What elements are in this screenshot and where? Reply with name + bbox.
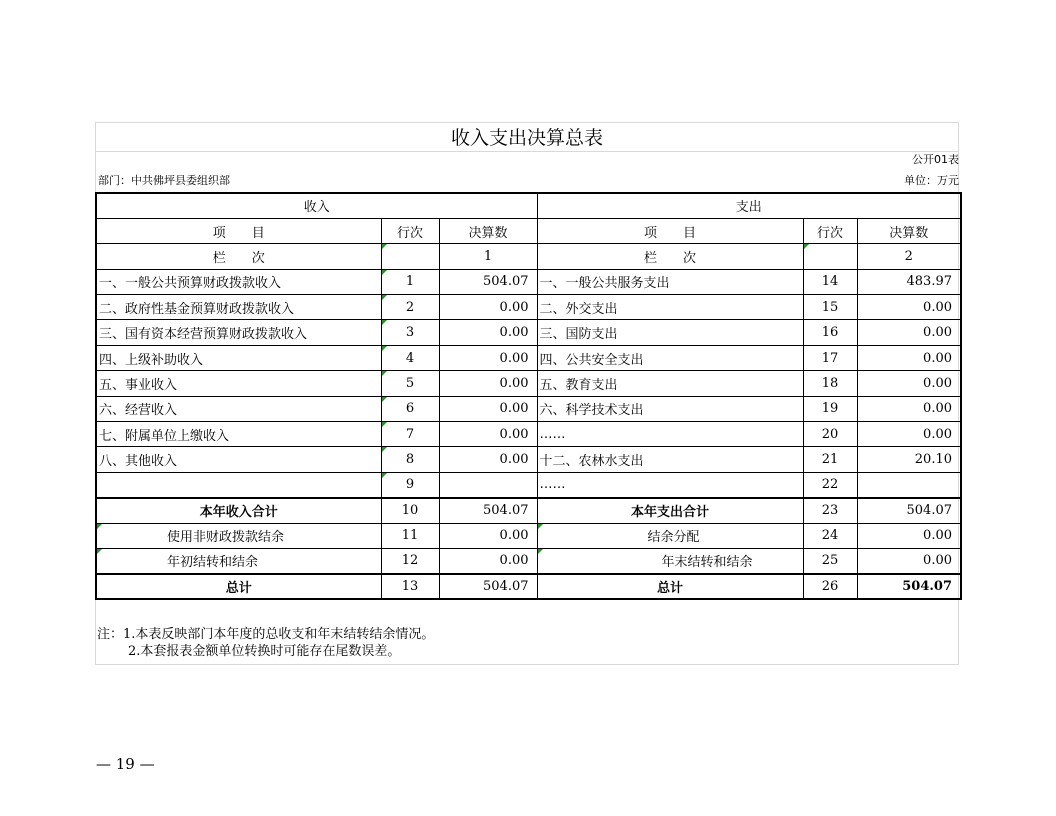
income-item: 二、政府性基金预算财政拨款收入 bbox=[96, 295, 381, 320]
table-header-section bbox=[96, 193, 961, 218]
expense-column-label: 栏 次 bbox=[537, 244, 803, 269]
income-amount: 0.00 bbox=[439, 345, 537, 370]
expense-row-no: 17 bbox=[803, 345, 857, 370]
table-row bbox=[96, 472, 961, 497]
expense-row-no: 19 bbox=[803, 396, 857, 421]
balance-distribution-amount: 0.00 bbox=[857, 523, 961, 548]
income-row-no: 7 bbox=[381, 422, 439, 447]
expense-amount: 20.10 bbox=[857, 447, 961, 472]
table-row bbox=[96, 345, 961, 370]
table-row bbox=[96, 447, 961, 472]
income-expense-table bbox=[95, 192, 962, 600]
income-row-no: 4 bbox=[381, 345, 439, 370]
table-row bbox=[96, 396, 961, 421]
department-label: 部门：中共佛坪县委组织部 bbox=[98, 174, 230, 187]
expense-amount: 0.00 bbox=[857, 295, 961, 320]
year-expense-total-label: 本年支出合计 bbox=[537, 498, 803, 523]
grand-expense-label: 总计 bbox=[537, 574, 803, 599]
expense-column-number: 2 bbox=[857, 244, 961, 269]
note-line-2: 2.本套报表金额单位转换时可能存在尾数误差。 bbox=[128, 644, 401, 659]
income-amount: 0.00 bbox=[439, 371, 537, 396]
expense-item: 十二、农林水支出 bbox=[537, 447, 803, 472]
expense-header: 支出 bbox=[537, 193, 961, 218]
expense-item: …… bbox=[537, 472, 803, 497]
end-balance-amount: 0.00 bbox=[857, 548, 961, 573]
non-fiscal-balance-no: 11 bbox=[381, 523, 439, 548]
expense-row-no: 16 bbox=[803, 320, 857, 345]
income-header: 收入 bbox=[96, 193, 537, 218]
expense-amount: 0.00 bbox=[857, 345, 961, 370]
income-row-no: 1 bbox=[381, 269, 439, 294]
table-row bbox=[96, 320, 961, 345]
carryover-row bbox=[96, 548, 961, 573]
table-row bbox=[96, 295, 961, 320]
expense-column-blank bbox=[803, 244, 857, 269]
year-expense-total-amount: 504.07 bbox=[857, 498, 961, 523]
income-amount bbox=[439, 472, 537, 497]
grand-income-label: 总计 bbox=[96, 574, 381, 599]
expense-row-no: 14 bbox=[803, 269, 857, 294]
table-row bbox=[96, 371, 961, 396]
expense-amount: 0.00 bbox=[857, 396, 961, 421]
table-row bbox=[96, 422, 961, 447]
income-column-label: 栏 次 bbox=[96, 244, 381, 269]
expense-amount: 0.00 bbox=[857, 320, 961, 345]
income-amount: 504.07 bbox=[439, 269, 537, 294]
begin-balance-label: 年初结转和结余 bbox=[96, 548, 381, 573]
income-row-no: 2 bbox=[381, 295, 439, 320]
income-item-header: 项 目 bbox=[96, 218, 381, 243]
expense-amount: 0.00 bbox=[857, 422, 961, 447]
balance-distribution-no: 24 bbox=[803, 523, 857, 548]
page-number: — 19 — bbox=[96, 755, 155, 773]
expense-amount bbox=[857, 472, 961, 497]
end-balance-label: 年末结转和结余 bbox=[537, 548, 803, 573]
balance-distribution-label: 结余分配 bbox=[537, 523, 803, 548]
non-fiscal-balance-label: 使用非财政拨款结余 bbox=[96, 523, 381, 548]
income-column-blank bbox=[381, 244, 439, 269]
income-amount: 0.00 bbox=[439, 447, 537, 472]
expense-amount: 483.97 bbox=[857, 269, 961, 294]
income-row-no: 6 bbox=[381, 396, 439, 421]
begin-balance-amount: 0.00 bbox=[439, 548, 537, 573]
expense-row-no: 20 bbox=[803, 422, 857, 447]
income-rowno-header: 行次 bbox=[381, 218, 439, 243]
income-item bbox=[96, 472, 381, 497]
income-item: 四、上级补助收入 bbox=[96, 345, 381, 370]
income-amount: 0.00 bbox=[439, 320, 537, 345]
grand-total-row bbox=[96, 574, 961, 599]
balance-row bbox=[96, 523, 961, 548]
income-item: 一、一般公共预算财政拨款收入 bbox=[96, 269, 381, 294]
income-amount-header: 决算数 bbox=[439, 218, 537, 243]
expense-row-no: 21 bbox=[803, 447, 857, 472]
income-column-number: 1 bbox=[439, 244, 537, 269]
expense-item: 六、科学技术支出 bbox=[537, 396, 803, 421]
income-item: 七、附属单位上缴收入 bbox=[96, 422, 381, 447]
table-row bbox=[96, 269, 961, 294]
income-amount: 0.00 bbox=[439, 422, 537, 447]
column-number-row bbox=[96, 244, 961, 269]
income-row-no: 3 bbox=[381, 320, 439, 345]
expense-item: 一、一般公共服务支出 bbox=[537, 269, 803, 294]
grand-expense-amount: 504.07 bbox=[857, 574, 961, 599]
year-income-total-label: 本年收入合计 bbox=[96, 498, 381, 523]
expense-row-no: 18 bbox=[803, 371, 857, 396]
note-line-1: 注：1.本表反映部门本年度的总收支和年末结转结余情况。 bbox=[97, 627, 435, 642]
expense-rowno-header: 行次 bbox=[803, 218, 857, 243]
end-balance-no: 25 bbox=[803, 548, 857, 573]
expense-amount-header: 决算数 bbox=[857, 218, 961, 243]
income-row-no: 9 bbox=[381, 472, 439, 497]
unit-label: 单位：万元 bbox=[904, 174, 959, 187]
expense-item-header: 项 目 bbox=[537, 218, 803, 243]
table-header-columns bbox=[96, 218, 961, 243]
expense-row-no: 15 bbox=[803, 295, 857, 320]
year-income-total-amount: 504.07 bbox=[439, 498, 537, 523]
income-row-no: 5 bbox=[381, 371, 439, 396]
title-divider bbox=[95, 151, 959, 152]
expense-amount: 0.00 bbox=[857, 371, 961, 396]
income-item: 三、国有资本经营预算财政拨款收入 bbox=[96, 320, 381, 345]
expense-item: 二、外交支出 bbox=[537, 295, 803, 320]
grand-expense-no: 26 bbox=[803, 574, 857, 599]
year-total-row bbox=[96, 498, 961, 523]
income-amount: 0.00 bbox=[439, 396, 537, 421]
income-item: 八、其他收入 bbox=[96, 447, 381, 472]
expense-item: 五、教育支出 bbox=[537, 371, 803, 396]
income-amount: 0.00 bbox=[439, 295, 537, 320]
expense-item: 三、国防支出 bbox=[537, 320, 803, 345]
income-item: 六、经营收入 bbox=[96, 396, 381, 421]
grand-income-no: 13 bbox=[381, 574, 439, 599]
table-notes bbox=[97, 626, 434, 660]
non-fiscal-balance-amount: 0.00 bbox=[439, 523, 537, 548]
begin-balance-no: 12 bbox=[381, 548, 439, 573]
grand-income-amount: 504.07 bbox=[439, 574, 537, 599]
year-expense-total-no: 23 bbox=[803, 498, 857, 523]
year-income-total-no: 10 bbox=[381, 498, 439, 523]
form-code: 公开01表 bbox=[912, 153, 959, 166]
income-row-no: 8 bbox=[381, 447, 439, 472]
report-title: 收入支出决算总表 bbox=[450, 127, 603, 149]
expense-item: …… bbox=[537, 422, 803, 447]
income-item: 五、事业收入 bbox=[96, 371, 381, 396]
expense-item: 四、公共安全支出 bbox=[537, 345, 803, 370]
expense-row-no: 22 bbox=[803, 472, 857, 497]
